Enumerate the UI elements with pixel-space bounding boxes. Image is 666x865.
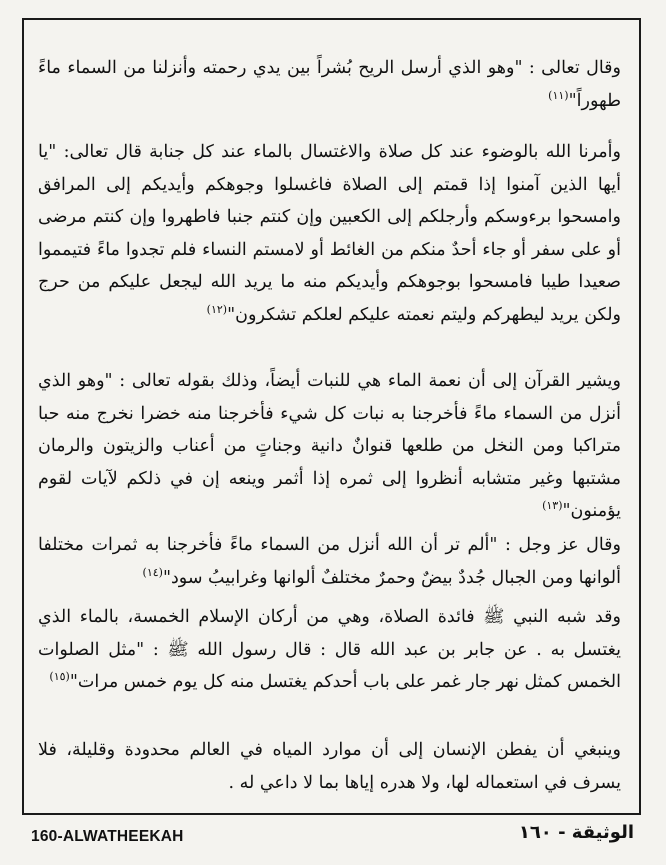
paragraph-text: وقال تعالى : "وهو الذي أرسل الريح بُشراً بين يدي رحمته وأنزلنا من السماء ماءً طهوراً": [38, 58, 621, 111]
footnote-ref: (١٢): [206, 302, 228, 316]
paragraph: [24, 52, 641, 117]
paragraph: [24, 529, 641, 594]
paragraph-text: ويشير القرآن إلى أن نعمة الماء هي للنبات أيضاً، وذلك بقوله تعالى : "وهو الذي أنزل من السماء ماءً فأخرجنا به نبات كل شيء فأخرجنا منه خضرا نخرج منه حبا متراكبا ومن النخل من طلعها قنوانٌ دانية وجناتٍ من أعناب والزيتون والرمان مشتبها وغير متشابه أنظروا إلى ثمره إذا أثمر وينعه إن في ذلكم لآيات لقوم يؤمنون": [38, 371, 621, 521]
paragraph: [24, 365, 641, 528]
paragraph: [24, 136, 641, 331]
footnote-ref: (١٣): [542, 499, 563, 513]
footnote-ref: (١١): [548, 88, 569, 102]
paragraph-text: وقد شبه النبي ﷺ فائدة الصلاة، وهي من أركان الإسلام الخمسة، بالماء الذي يغتسل به . عن جابر بن عبد الله قال : قال رسول الله ﷺ : "مثل الصلوات الخمس كمثل نهر جار غمر على باب أحدكم يغتسل منه كل يوم خمس مرات": [38, 607, 621, 692]
footer-page-label-arabic: الوثيقة - ١٦٠: [518, 822, 634, 843]
footer-page-label-latin: 160-ALWATHEEKAH: [31, 828, 184, 845]
paragraph-text: وأمرنا الله بالوضوء عند كل صلاة والاغتسال بالماء عند كل جنابة قال تعالى: "يا أيها الذين آمنوا إذا قمتم إلى الصلاة فاغسلوا وجوهكم وأيديكم إلى المرافق وامسحوا برءوسكم وأرجلكم إلى الكعبين وإن كنتم جنبا فاطهروا وإن كنتم مرضى أو على سفر أو جاء أحدٌ منكم من الغائط أو لامستم النساء فلم تجدوا ماءً فتيمموا صعيدا طيبا فامسحوا بوجوهكم وأيديكم منه ما يريد الله ليجعل عليكم من حرج ولكن يريد ليطهركم وليتم نعمته عليكم لعلكم تشكرون": [38, 142, 621, 325]
paragraph: [24, 601, 641, 699]
footnote-ref: (١٤): [142, 565, 163, 579]
paragraph: [24, 734, 641, 799]
paragraph-text: وينبغي أن يفطن الإنسان إلى أن موارد المياه في العالم محدودة وقليلة، فلا يسرف في استعماله لها، ولا هدره إياها بما لا داعي له .: [38, 740, 621, 793]
paragraph-text: وقال عز وجل : "ألم تر أن الله أنزل من السماء ماءً فأخرجنا به ثمرات مختلفا ألوانها ومن الجبال جُددٌ بيضٌ وحمرٌ مختلفٌ ألوانها وغرابيبُ سود": [38, 535, 621, 588]
page-frame: [22, 18, 641, 815]
footnote-ref: (١٥): [49, 670, 70, 684]
